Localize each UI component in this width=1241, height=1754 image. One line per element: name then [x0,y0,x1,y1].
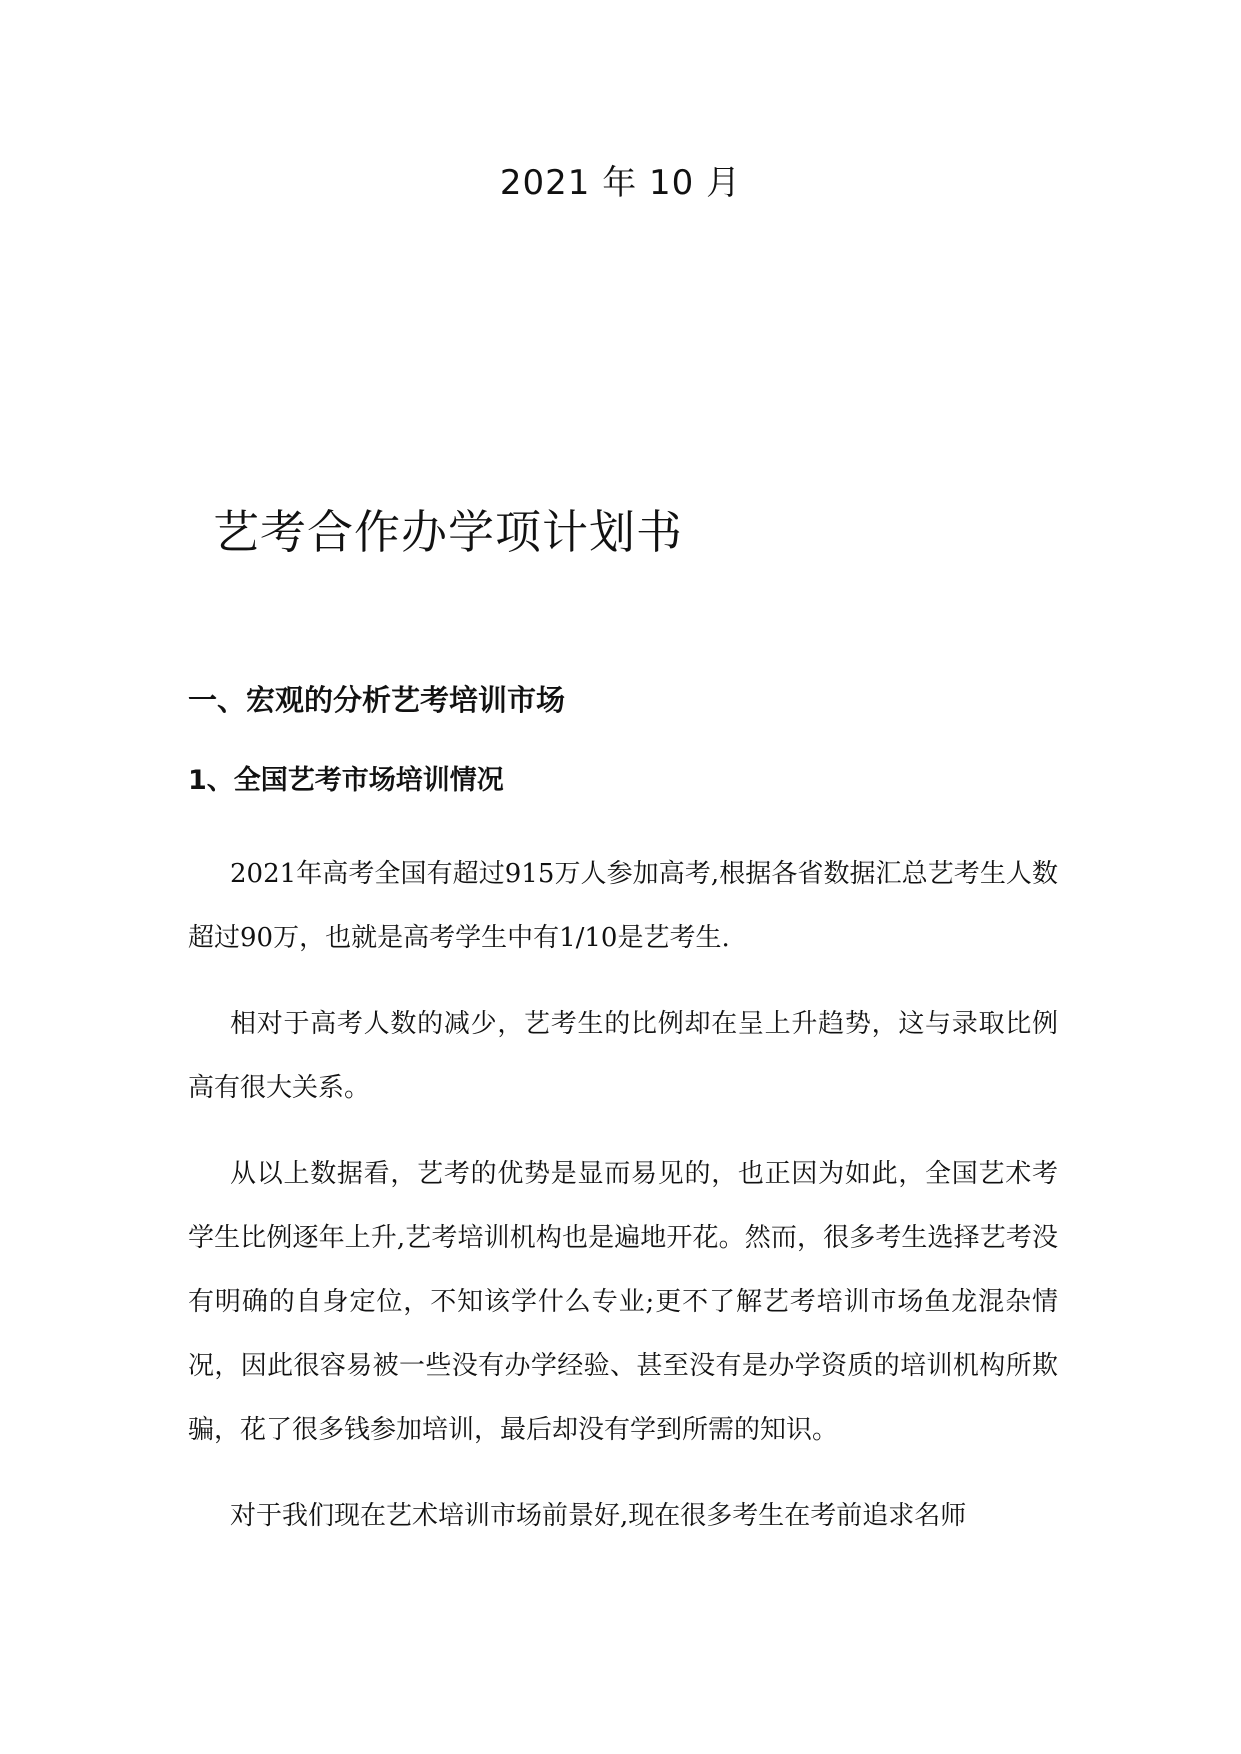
document-title: 艺考合作办学项计划书 [213,505,683,559]
body-paragraph: 相对于高考人数的减少，艺考生的比例却在呈上升趋势，这与录取比例高有很大关系。 [188,1009,1058,1103]
document-date: 2021 年 10 月 [499,163,742,203]
body-paragraph: 2021年高考全国有超过915万人参加高考,根据各省数据汇总艺考生人数超过90万，也就是高考学生中有1/10是艺考生. [188,859,1058,953]
section-heading: 一、宏观的分析艺考培训市场 [188,683,566,717]
body-paragraph: 对于我们现在艺术培训市场前景好,现在很多考生在考前追求名师 [230,1501,967,1531]
sub-heading: 1、全国艺考市场培训情况 [188,765,504,796]
body-paragraph: 从以上数据看，艺考的优势是显而易见的，也正因为如此，全国艺术考学生比例逐年上升,艺考培训机构也是遍地开花。然而，很多考生选择艺考没有明确的自身定位，不知该学什么专业;更不了解艺考培训市场鱼龙混杂情况，因此很容易被一些没有办学经验、甚至没有是办学资质的培训机构所欺骗，花了很多钱参加培训，最后却没有学到所需的知识。 [188,1159,1058,1445]
